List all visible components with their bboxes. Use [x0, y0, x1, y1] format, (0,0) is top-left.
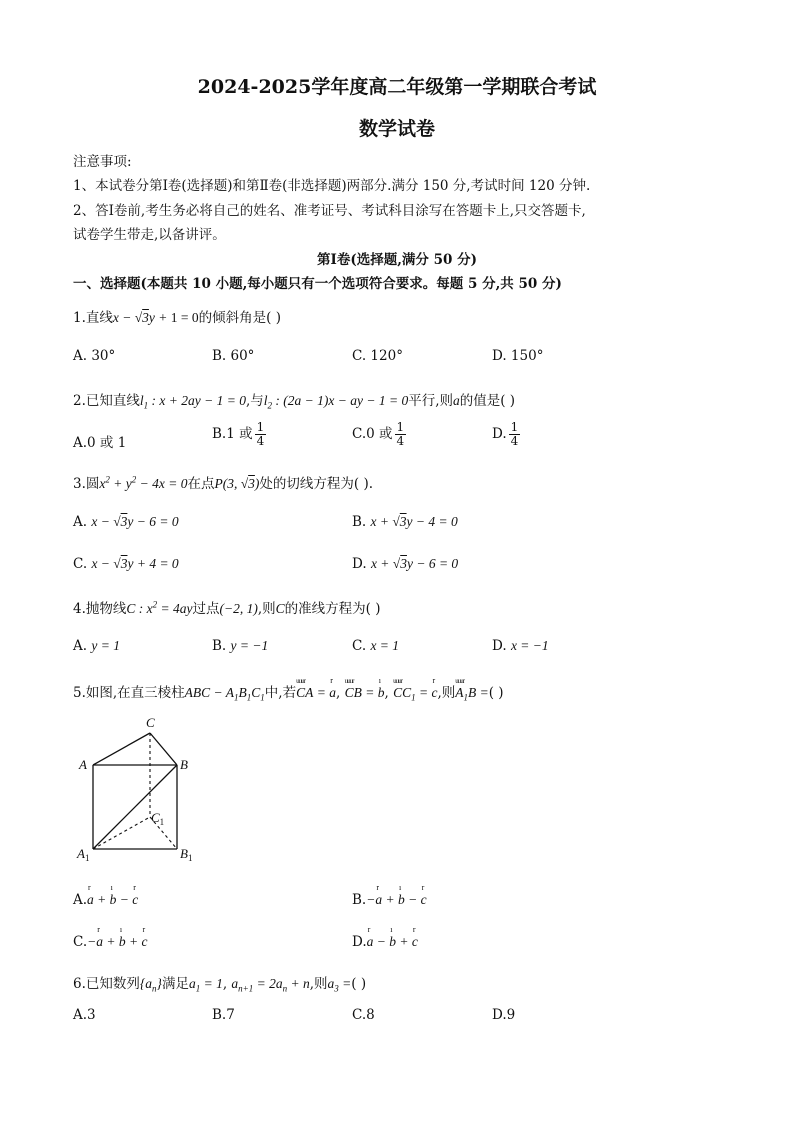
- edge-ac: [93, 733, 150, 765]
- q3-option-d[interactable]: D. x + √3y − 6 = 0: [352, 556, 459, 572]
- label-a: A: [79, 757, 87, 772]
- q1-option-d[interactable]: D. 150°: [492, 348, 544, 364]
- q5-option-d[interactable]: D.r a − ı b + r c: [352, 934, 418, 950]
- q6-option-c[interactable]: C.8: [352, 1007, 375, 1023]
- notes-item-2-line-1: 2、答Ⅰ卷前,考生务必将自己的姓名、准考证号、考试科目涂写在答题卡上,只交答题卡,: [73, 203, 586, 219]
- label-a1: $A_1$: [77, 846, 90, 863]
- question-1: 1.直线x − √3y + 1 = 0的倾斜角是( ): [73, 310, 281, 326]
- question-5: 5.如图,在直三棱柱ABC − $A_1B_1C_1$中,若uuur CA = r a, uuur CB = ı b, uuur $CC_1 = r$ c,则uuur $A_1B$ =( ): [73, 681, 504, 703]
- prism-figure: [70, 712, 210, 872]
- edge-a1c1-hidden: [93, 817, 150, 849]
- q4-option-a[interactable]: A. y = 1: [73, 638, 120, 654]
- q4-option-d[interactable]: D. x = −1: [492, 638, 549, 654]
- q1-option-c[interactable]: C. 120°: [352, 348, 403, 364]
- q5-option-a[interactable]: A.r a + ı b − r c: [73, 892, 138, 908]
- q1-option-b[interactable]: B. 60°: [212, 348, 255, 364]
- edge-cb: [150, 733, 177, 765]
- question-3: 3.圆$x^2 + y^2 - 4x = 0$在点P(3, √3)处的切线方程为( ).: [73, 474, 374, 492]
- q6-option-b[interactable]: B.7: [212, 1007, 235, 1023]
- q3-option-c[interactable]: C. x − √3y + 4 = 0: [73, 556, 179, 572]
- label-c1: $C_1$: [151, 810, 165, 827]
- notes-heading: 注意事项:: [73, 154, 132, 170]
- q2-option-b[interactable]: B.1 或 $\frac{1}{4}$: [212, 420, 265, 448]
- q2-option-c[interactable]: C.0 或 $\frac{1}{4}$: [352, 420, 405, 448]
- question-2: 2.已知直线$l_1$ : x + 2ay − 1 = 0,与$l_2$ : (2a − 1)x − ay − 1 = 0平行,则a的值是( ): [73, 393, 516, 411]
- q1-option-a[interactable]: A. 30°: [73, 348, 116, 364]
- volume-title: 第Ⅰ卷(选择题,满分 50 分): [317, 252, 477, 268]
- exam-title: 2024-2025学年度高二年级第一学期联合考试: [197, 76, 597, 98]
- q4-option-c[interactable]: C. x = 1: [352, 638, 400, 654]
- label-c: C: [146, 715, 155, 730]
- q2-option-d[interactable]: D. $\frac{1}{4}$: [492, 420, 519, 448]
- question-6: 6.已知数列$\{a_n\}$满足$a_1 = 1$, $a_{n+1} = 2a_n + n$,则$a_3$ =( ): [73, 976, 367, 994]
- diagonal-a1b: [93, 765, 177, 849]
- q3-option-b[interactable]: B. x + √3y − 4 = 0: [352, 514, 458, 530]
- q6-option-d[interactable]: D.9: [492, 1007, 516, 1023]
- notes-item-1: 1、本试卷分第Ⅰ卷(选择题)和第Ⅱ卷(非选择题)两部分.满分 150 分,考试时间 120 分钟.: [73, 178, 591, 194]
- notes-item-2-line-2: 试卷学生带走,以备讲评。: [73, 227, 226, 243]
- exam-subtitle: 数学试卷: [358, 118, 435, 140]
- label-b: B: [180, 757, 188, 772]
- q4-option-b[interactable]: B. y = −1: [212, 638, 269, 654]
- question-4: 4.抛物线C : $x^2 = 4ay$过点(−2, 1),则C的准线方程为( ): [73, 599, 381, 617]
- q6-option-a[interactable]: A.3: [73, 1007, 96, 1023]
- q2-option-a[interactable]: A.0 或 1: [73, 435, 127, 451]
- q5-option-c[interactable]: C.−r a + ı b + r c: [73, 934, 148, 950]
- q3-option-a[interactable]: A. x − √3y − 6 = 0: [73, 514, 179, 530]
- part-title: 一、选择题(本题共 10 小题,每小题只有一个选项符合要求。每题 5 分,共 50 分): [73, 276, 562, 292]
- label-b1: $B_1$: [180, 846, 193, 863]
- q5-option-b[interactable]: B.−r a + ı b − r c: [352, 892, 427, 908]
